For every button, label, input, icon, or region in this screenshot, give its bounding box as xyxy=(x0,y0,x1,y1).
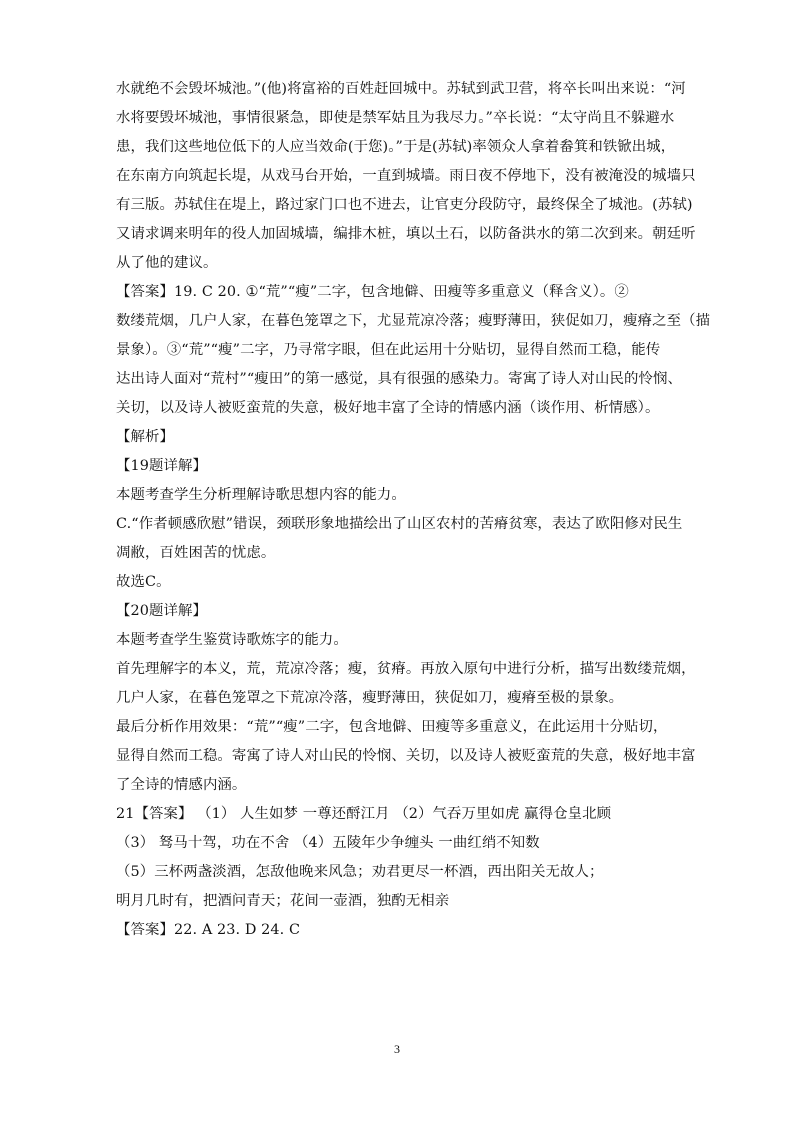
text-line: 本题考查学生鉴赏诗歌炼字的能力。 xyxy=(116,632,348,648)
text-line: 故选C。 xyxy=(116,574,171,590)
text-line: 明月几时有，把酒问青天；花间一壶酒，独酌无相亲 xyxy=(116,893,450,909)
text-line: 达出诗人面对“荒村”“瘦田”的第一感觉，具有很强的感染力。寄寓了诗人对山民的怜悯、 xyxy=(116,371,682,387)
text-line: 水将要毁坏城池，事情很紧急，即使是禁军姑且为我尽力。”卒长说：“太守尚且不躲避水 xyxy=(116,110,675,126)
text-line: 有三版。苏轼住在堤上，路过家门口也不进去，让官吏分段防守，最终保全了城池。(苏轼) xyxy=(116,197,693,213)
text-line: 显得自然而工稳。寄寓了诗人对山民的怜悯、关切，以及诗人被贬蛮荒的失意，极好地丰富 xyxy=(116,748,696,764)
section-heading: 【解析】 xyxy=(116,429,174,445)
text-line: （3） 驽马十驾，功在不舍 （4）五陵年少争缠头 一曲红绡不知数 xyxy=(116,835,540,851)
text-line: 关切，以及诗人被贬蛮荒的失意，极好地丰富了全诗的情感内涵（谈作用、析情感）。 xyxy=(116,400,660,416)
text-line: C.“作者顿感欣慰”错误，颈联形象地描绘出了山区农村的苦瘠贫寒，表达了欧阳修对民生 xyxy=(116,516,683,532)
text-line: 最后分析作用效果：“荒”“瘦”二字，包含地僻、田瘦等多重意义，在此运用十分贴切， xyxy=(116,719,668,735)
text-line: 景象）。③“荒”“瘦”二字，乃寻常字眼，但在此运用十分贴切，显得自然而工稳，能传 xyxy=(116,342,661,358)
answer-line: 21【答案】 （1） 人生如梦 一尊还酹江月 （2）气吞万里如虎 赢得仓皇北顾 xyxy=(116,806,612,822)
text-line: 几户人家，在暮色笼罩之下荒凉冷落，瘦野薄田，狭促如刀，瘦瘠至极的景象。 xyxy=(116,690,624,706)
section-heading: 【19题详解】 xyxy=(116,458,207,474)
answer-line: 【答案】19. C 20. ①“荒”“瘦”二字，包含地僻、田瘦等多重意义（释含义）。② xyxy=(116,284,629,300)
text-line: 了全诗的情感内涵。 xyxy=(116,777,247,793)
text-line: 凋敝，百姓困苦的忧虑。 xyxy=(116,545,276,561)
text-line: 数缕荒烟，几户人家，在暮色笼罩之下，尤显荒凉冷落；瘦野薄田，狭促如刀，瘦瘠之至（描 xyxy=(116,313,711,329)
text-line: 从了他的建议。 xyxy=(116,255,218,271)
text-line: 本题考查学生分析理解诗歌思想内容的能力。 xyxy=(116,487,406,503)
text-line: 首先理解字的本义，荒，荒凉冷落；瘦，贫瘠。再放入原句中进行分析，描写出数缕荒烟， xyxy=(116,661,696,677)
page-number: 3 xyxy=(394,1042,400,1056)
answer-line: 【答案】22. A 23. D 24. C xyxy=(116,922,301,938)
section-heading: 【20题详解】 xyxy=(116,603,207,619)
text-line: 水就绝不会毁坏城池。”(他)将富裕的百姓赶回城中。苏轼到武卫营，将卒长叫出来说：“河 xyxy=(116,81,686,97)
text-line: 在东南方向筑起长堤，从戏马台开始，一直到城墙。雨日夜不停地下，没有被淹没的城墙只 xyxy=(116,168,696,184)
text-line: （5）三杯两盏淡酒，怎敌他晚来风急；劝君更尽一杯酒，西出阳关无故人； xyxy=(116,864,604,880)
text-line: 患，我们这些地位低下的人应当效命(于您)。”于是(苏轼)率领众人拿着畚箕和铁锨出城， xyxy=(116,139,676,155)
text-line: 又请求调来明年的役人加固城墙，编排木桩，填以土石，以防备洪水的第二次到来。朝廷听 xyxy=(116,226,696,242)
